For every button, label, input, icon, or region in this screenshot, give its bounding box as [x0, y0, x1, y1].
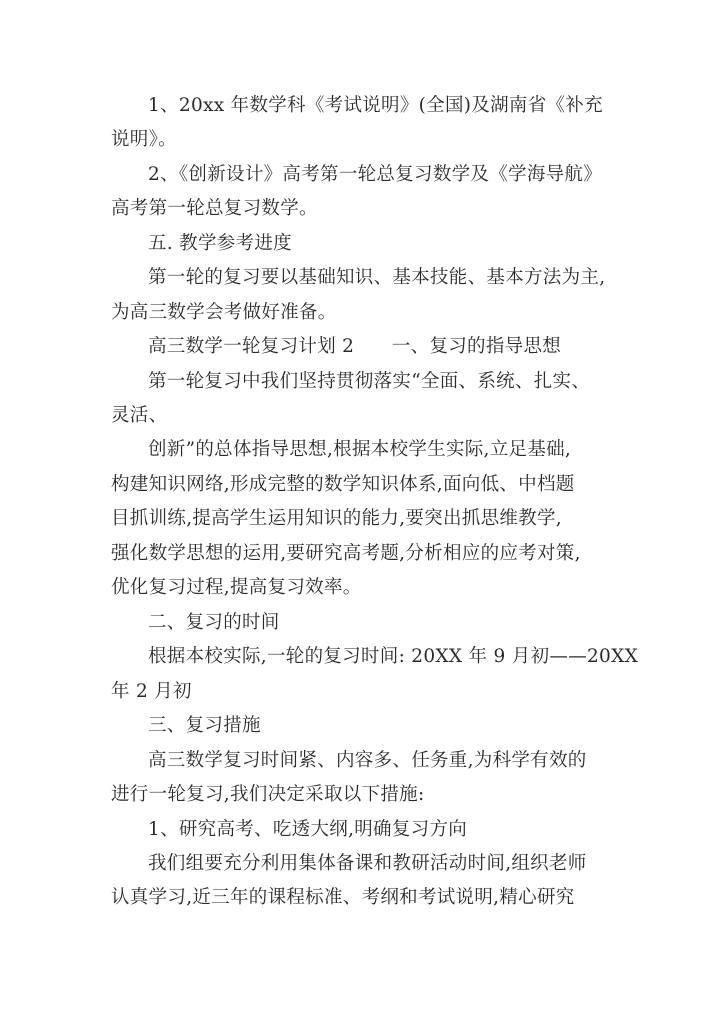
text-line-24: 认真学习,近三年的课程标准、考纲和考试说明,精心研究: [111, 887, 575, 908]
text-line-21: 进行一轮复习,我们决定采取以下措施:: [111, 784, 425, 805]
section-heading-5: 五. 教学参考进度: [148, 233, 292, 254]
text-line-1: 1、20xx 年数学科《考试说明》(全国)及湖南省《补充: [148, 95, 603, 116]
text-line-15: 优化复习过程,提高复习效率。: [111, 577, 362, 598]
plan-title-line: 高三数学一轮复习计划 2 一、复习的指导思想: [148, 336, 562, 357]
text-line-9: 第一轮复习中我们坚持贯彻落实“全面、系统、扎实、: [148, 371, 591, 392]
section-heading-time: 二、复习的时间: [148, 612, 280, 633]
text-line-12: 构建知识网络,形成完整的数学知识体系,面向低、中档题: [111, 474, 575, 495]
text-line-3: 2、《创新设计》高考第一轮总复习数学及《学海导航》: [148, 164, 603, 185]
text-line-4: 高考第一轮总复习数学。: [111, 198, 318, 219]
section-heading-measures: 三、复习措施: [148, 715, 261, 736]
text-line-10: 灵活、: [111, 405, 168, 426]
text-line-13: 目抓训练,提高学生运用知识的能力,要突出抓思维教学,: [111, 508, 562, 529]
text-line-7: 为高三数学会考做好准备。: [111, 302, 337, 323]
text-line-22: 1、研究高考、吃透大纲,明确复习方向: [148, 819, 468, 840]
text-line-2: 说明》。: [111, 129, 177, 150]
text-line-14: 强化数学思想的运用,要研究高考题,分析相应的应考对策,: [111, 543, 581, 564]
text-line-6: 第一轮的复习要以基础知识、基本技能、基本方法为主,: [148, 267, 606, 288]
text-line-18: 年 2 月初: [111, 681, 192, 702]
text-line-20: 高三数学复习时间紧、内容多、任务重,为科学有效的: [148, 750, 587, 771]
text-line-17: 根据本校实际,一轮的复习时间: 20XX 年 9 月初——20XX: [148, 646, 639, 667]
text-line-11: 创新”的总体指导思想,根据本校学生实际,立足基础,: [148, 439, 572, 460]
text-line-23: 我们组要充分利用集体备课和教研活动时间,组织老师: [148, 853, 587, 874]
